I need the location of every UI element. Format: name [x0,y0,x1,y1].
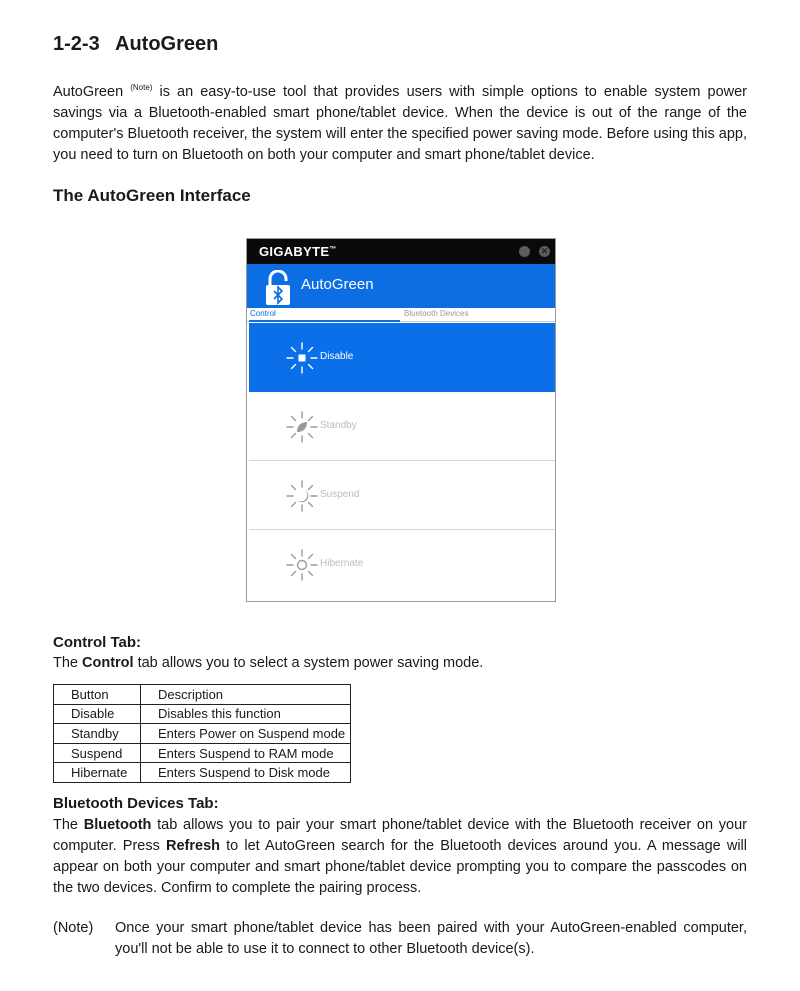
section-title [53,33,218,56]
mode-hibernate-button[interactable] [249,530,555,599]
mode-label: Standby [320,420,357,431]
table-cell: Hibernate [54,763,141,783]
table-cell: Enters Power on Suspend mode [141,724,351,744]
bt-text-2: tab allows you to pair your smart phone/tablet device with the Bluetooth receiver on your computer. Press [53,817,747,854]
table-cell: Disables this function [141,704,351,724]
table-cell: Standby [54,724,141,744]
mode-description-table [53,684,351,783]
section-title-text: AutoGreen [115,33,219,55]
bt-bold-bluetooth: Bluetooth [83,817,152,833]
table-row [54,724,351,744]
suspend-moon-icon [285,479,319,513]
note-superscript: (Note) [130,83,153,92]
brand-text: GIGABYTE [259,244,330,259]
tab-bar [247,308,555,322]
control-tab-paragraph [53,653,747,674]
control-text-bold: Control [82,655,134,671]
standby-leaf-icon [285,410,319,444]
close-icon: ✕ [540,246,549,256]
bluetooth-lock-icon [265,270,291,306]
interface-heading: The AutoGreen Interface [53,186,251,205]
intro-text: is an easy-to-use tool that provides users with simple options to enable system power savings via a Bluetooth-enabled smart phone/tablet device. When the device is out of the range of the computer's Bluetooth receiver, the system will enter the specified power saving mode. Before using this app, you need to turn on Bluetooth on both your computer and smart phone/tablet device. [53,84,748,163]
title-bar [247,239,555,264]
hibernate-circle-icon [285,548,319,582]
bt-bold-refresh: Refresh [166,838,220,854]
mode-label: Suspend [320,489,360,500]
note-label: (Note) [53,920,94,936]
table-header-cell: Button [54,685,141,705]
active-tab-indicator [249,320,400,322]
mode-suspend-button[interactable] [249,461,555,530]
mode-label: Hibernate [320,558,364,569]
control-tab-heading: Control Tab: [53,634,142,651]
brand-logo [259,244,337,259]
table-header-cell: Description [141,685,351,705]
table-row [54,763,351,783]
table-cell: Enters Suspend to Disk mode [141,763,351,783]
table-row [54,704,351,724]
table-cell: Suspend [54,743,141,763]
bluetooth-tab-paragraph [53,815,747,899]
bt-text-1: The [53,817,84,833]
tab-bluetooth-devices[interactable]: Bluetooth Devices [404,309,469,318]
mode-label: Disable [320,351,354,362]
trademark-mark: ™ [329,246,337,253]
mode-list [249,323,555,599]
table-row [54,743,351,763]
app-header [247,264,555,308]
autogreen-window [246,238,556,602]
intro-lead: AutoGreen [53,84,124,100]
note-text: Once your smart phone/tablet device has been paired with your AutoGreen-enabled computer, you'll not be able to use it to connect to other Bluetooth device(s). [115,920,747,957]
control-text-post: tab allows you to select a system power saving mode. [133,655,484,671]
table-cell: Disable [54,704,141,724]
tab-control[interactable]: Control [250,309,276,318]
control-text-pre: The [53,655,83,671]
app-name: AutoGreen [301,276,374,293]
intro-paragraph [53,77,747,166]
disable-icon [285,341,319,375]
section-number: 1-2-3 [53,33,100,55]
bt-text-3: to let AutoGreen search for the Bluetooth devices around you. A message will appear on both your computer and smart phone/tablet device prompting you to compare the passcodes on the two devices. Confirm to complete the pairing process. [53,838,747,896]
mode-disable-button[interactable] [249,323,555,392]
close-button[interactable] [539,246,550,257]
minimize-button[interactable] [519,246,530,257]
bluetooth-tab-heading: Bluetooth Devices Tab: [53,795,219,812]
table-cell: Enters Suspend to RAM mode [141,743,351,763]
mode-standby-button[interactable] [249,392,555,461]
table-header-row [54,685,351,705]
